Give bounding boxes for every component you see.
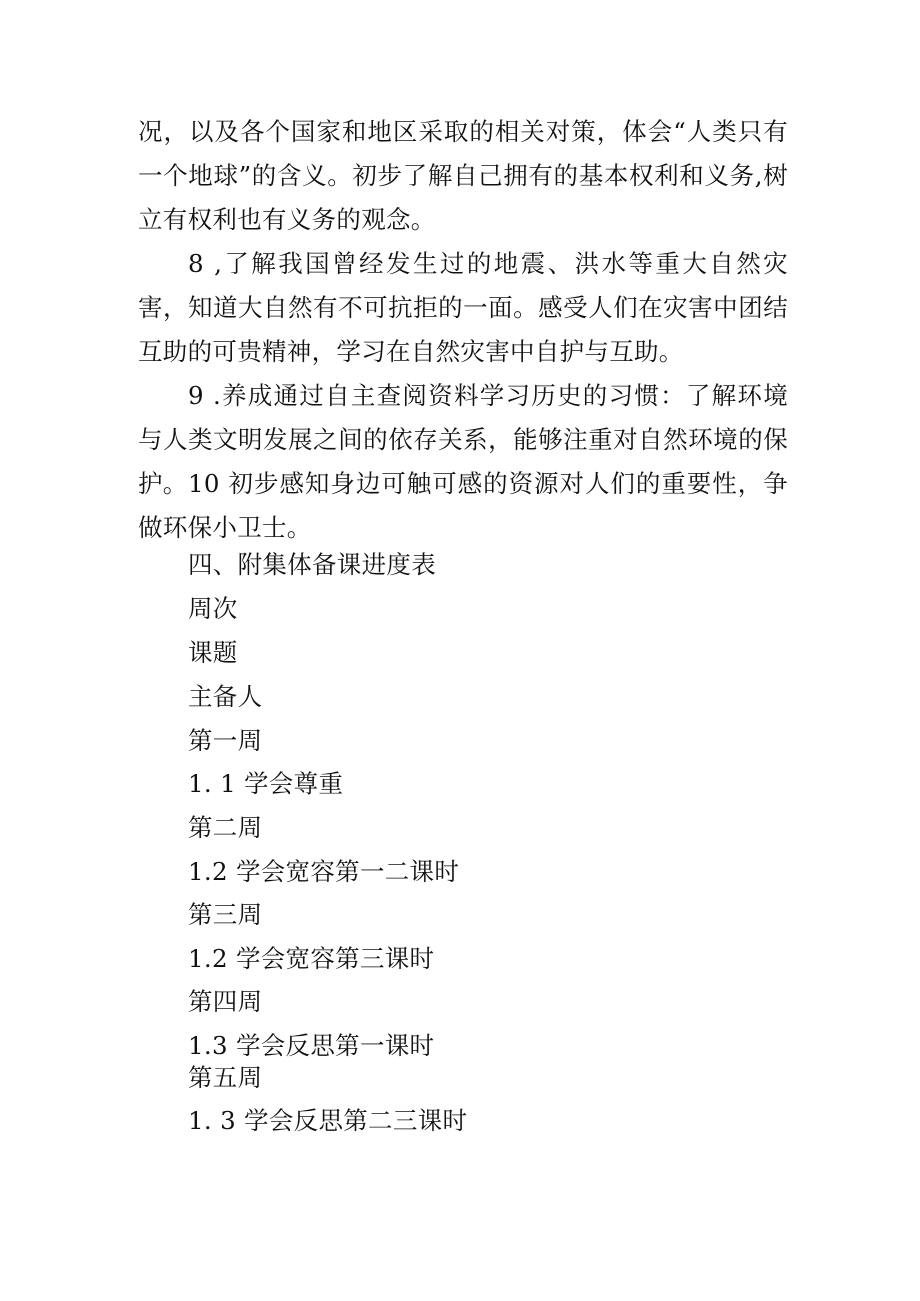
table-header-week: 周次 [188,594,238,623]
schedule-week: 第三周 [188,900,263,929]
table-header-lead-teacher: 主备人 [188,682,263,711]
schedule-week: 第二周 [188,813,263,842]
schedule-week: 第四周 [188,987,263,1016]
schedule-topic: 1. 3 学会反思第二三课时 [188,1106,468,1135]
paragraph-item-9: 9 .养成通过自主查阅资料学习历史的习惯：了解环境与人类文明发展之间的依存关系，能够注重对自然环境的保护。 [138,381,788,498]
paragraph-item-10: 10 初步感知身边可触可感的资源对人们的重要性，争做环保小卫士。 [138,469,788,542]
schedule-topic: 1. 1 学会尊重 [188,769,344,798]
paragraph-continued: 况，以及各个国家和地区采取的相关对策，体会“人类只有一个地球”的含义。初步了解自己拥有的基本权利和义务,树立有权利也有义务的观念。 [138,117,788,234]
section-heading: 四、附集体备课进度表 [188,550,436,579]
schedule-week: 第五周 [188,1063,263,1092]
schedule-topic: 1.3 学会反思第一课时 [188,1031,435,1060]
schedule-topic: 1.2 学会宽容第三课时 [188,944,435,973]
schedule-week: 第一周 [188,726,263,755]
schedule-topic: 1.2 学会宽容第一二课时 [188,857,460,886]
table-header-topic: 课题 [188,638,238,667]
paragraph-item-8: 8 ,了解我国曾经发生过的地震、洪水等重大自然灾害，知道大自然有不可抗拒的一面。感受人们在灾害中团结互助的可贵精神，学习在自然灾害中自护与互助。 [138,249,788,366]
